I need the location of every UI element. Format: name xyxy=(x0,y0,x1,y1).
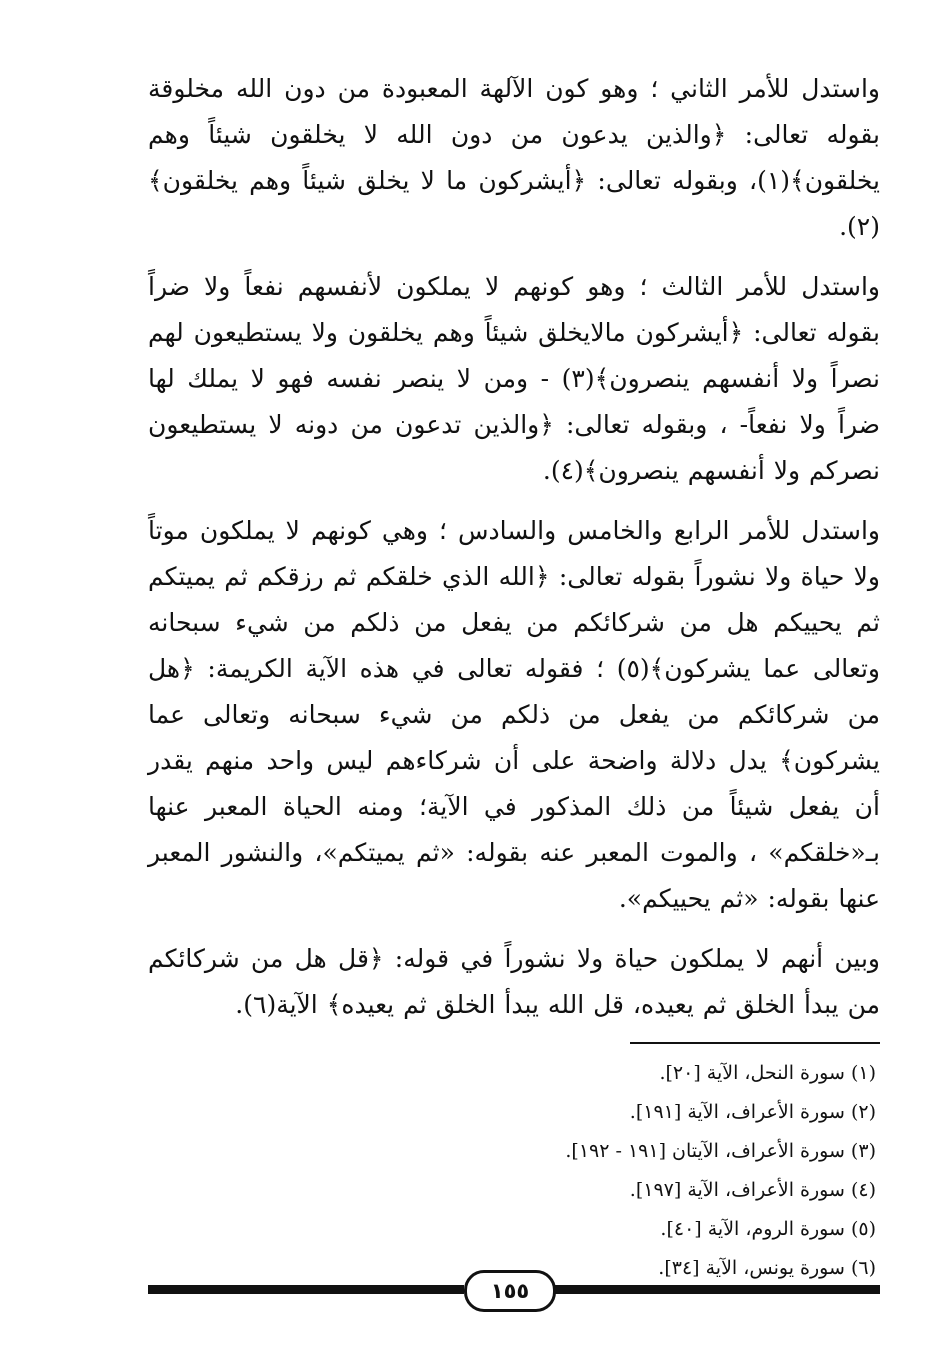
footer-bar-right xyxy=(550,1285,880,1294)
paragraph-2: واستدل للأمر الثالث ؛ وهو كونهم لا يملكون لأنفسهم نفعاً ولا ضراً بقوله تعالى: ﴿أيشركون مالايخلق شيئاً وهم يخلقون ولا يستطيعون لهم نصراً ولا أنفسهم ينصرون﴾(٣) - ومن لا ينصر نفسه فهو لا يملك لها ضراً ولا نفعاً- ، وبقوله تعالى: ﴿والذين تدعون من دونه لا يستطيعون نصركم ولا أنفسهم ينصرون﴾(٤). xyxy=(148,272,881,485)
footnote-4: (٤) سورة الأعراف، الآية [١٩٧]. xyxy=(629,1179,876,1201)
footnotes xyxy=(148,1054,880,1288)
footnote-1: (١) سورة النحل، الآية [٢٠]. xyxy=(659,1062,876,1084)
footer-bar-left xyxy=(148,1285,464,1294)
footnote-separator xyxy=(630,1042,880,1044)
footnote-3: (٣) سورة الأعراف، الآيتان [١٩١ - ١٩٢]. xyxy=(565,1140,876,1162)
footnote-6: (٦) سورة يونس، الآية [٣٤]. xyxy=(658,1257,876,1279)
page-footer xyxy=(148,1270,880,1310)
paragraph-1: واستدل للأمر الثاني ؛ وهو كون الآلهة المعبودة من دون الله مخلوقة بقوله تعالى: ﴿والذين يدعون من دون الله لا يخلقون شيئاً وهم يخلقون﴾(١)، وبقوله تعالى: ﴿أيشركون ما لا يخلق شيئاً وهم يخلقون﴾(٢). xyxy=(148,74,881,241)
page-body xyxy=(148,66,880,1288)
paragraph-3: واستدل للأمر الرابع والخامس والسادس ؛ وهي كونهم لا يملكون موتاً ولا حياة ولا نشوراً بقوله تعالى: ﴿الله الذي خلقكم ثم رزقكم ثم يميتكم ثم يحييكم هل من شركائكم من يفعل من ذلكم من شيء سبحانه وتعالى عما يشركون﴾(٥) ؛ فقوله تعالى في هذه الآية الكريمة: ﴿هل من شركائكم من يفعل من ذلكم من شيء سبحانه وتعالى عما يشركون﴾ يدل دلالة واضحة على أن شركاءهم ليس واحد منهم يقدر أن يفعل شيئاً من ذلك المذكور في الآية؛ ومنه الحياة المعبر عنها بـ«خلقكم» ، والموت المعبر عنه بقوله: «ثم يميتكم»، والنشور المعبر عنها بقوله: «ثم يحييكم». xyxy=(148,516,880,913)
footnote-5: (٥) سورة الروم، الآية [٤٠]. xyxy=(660,1218,876,1240)
footnote-2: (٢) سورة الأعراف، الآية [١٩١]. xyxy=(629,1101,876,1123)
paragraph-4: وبين أنهم لا يملكون حياة ولا نشوراً في قوله: ﴿قل هل من شركائكم من يبدأ الخلق ثم يعيده، قل الله يبدأ الخلق ثم يعيده﴾ الآية(٦). xyxy=(148,944,880,1019)
page-number: ١٥٥ xyxy=(464,1270,556,1312)
